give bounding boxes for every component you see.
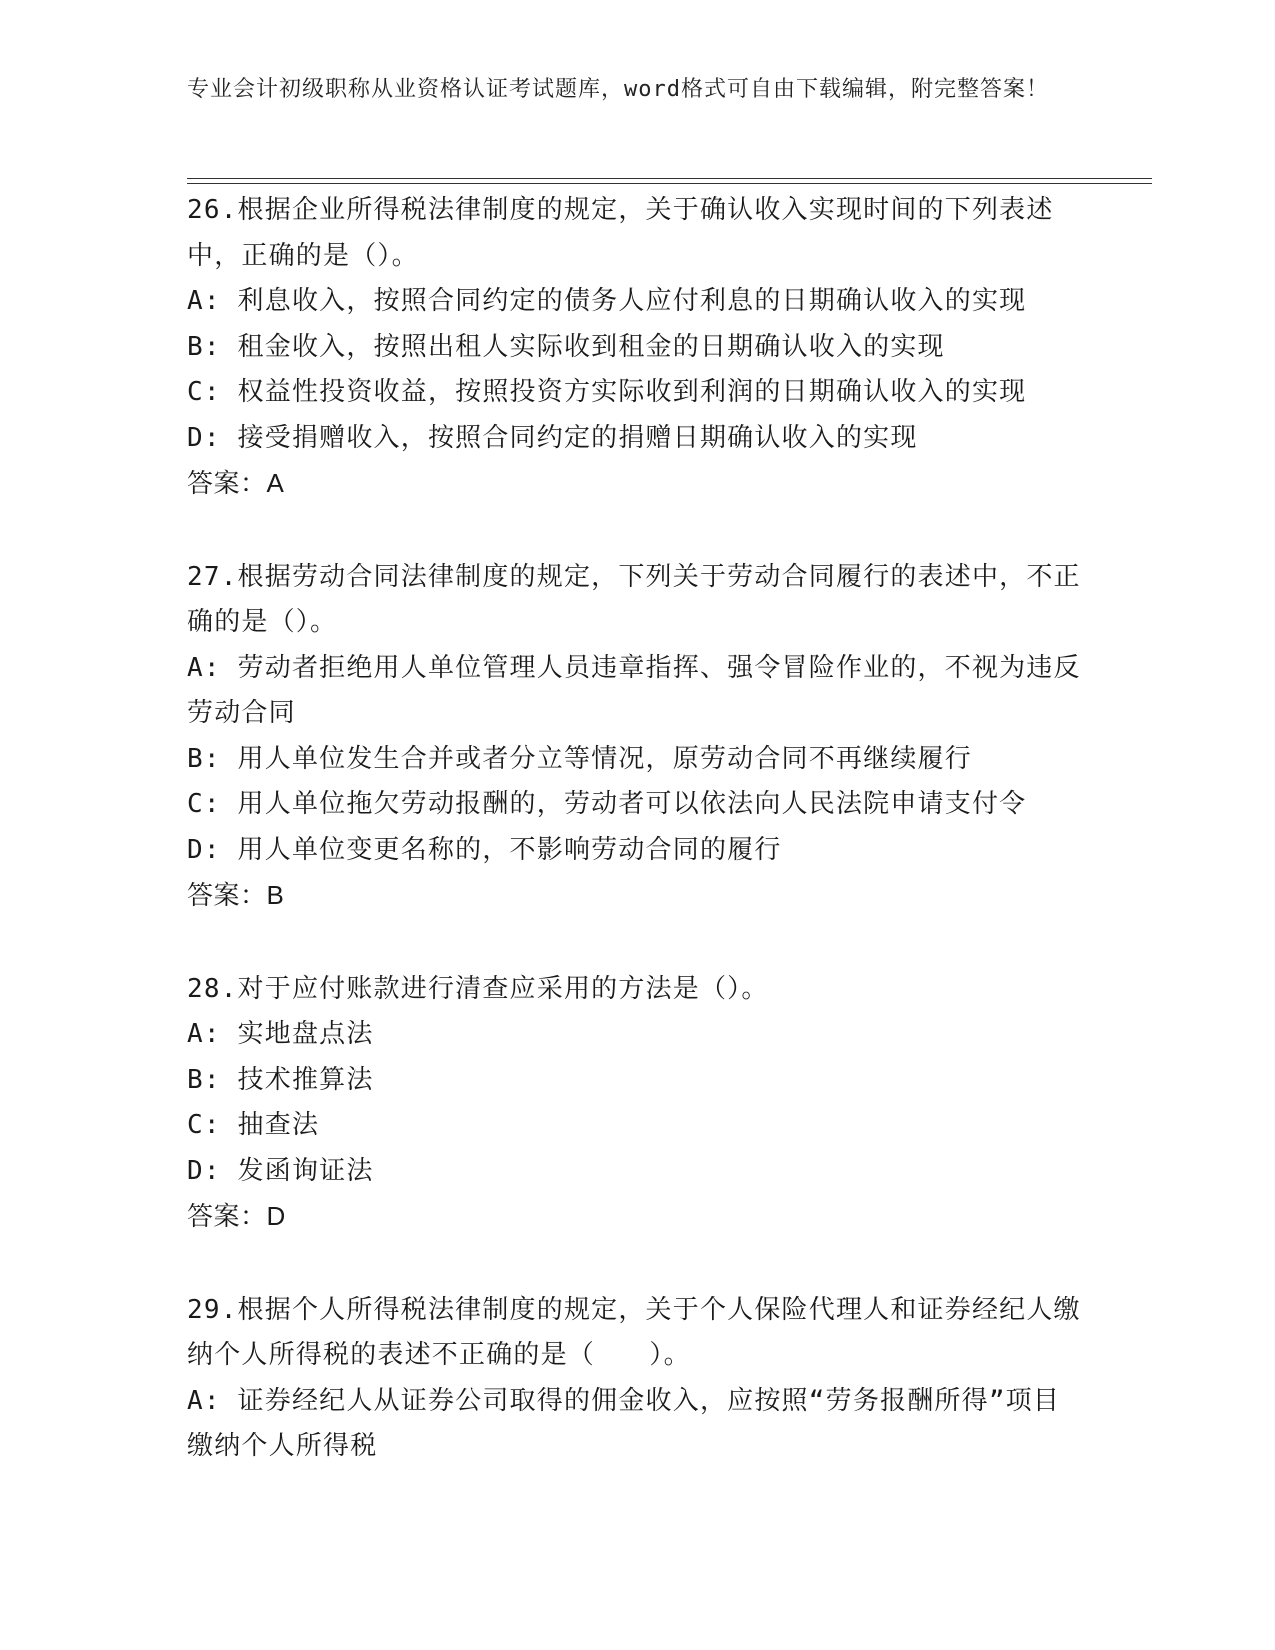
answer-line: 答案：A <box>187 468 285 498</box>
option-d: D: 用人单位变更名称的，不影响劳动合同的履行 <box>187 834 782 865</box>
question-29 <box>187 1288 1087 1470</box>
option-b: B: 租金收入，按照出租人实际收到租金的日期确认收入的实现 <box>187 331 945 362</box>
answer-line: 答案：B <box>187 880 285 910</box>
question-28 <box>187 967 1087 1240</box>
header-divider-bottom <box>187 183 1152 184</box>
option-d: D: 接受捐赠收入，按照合同约定的捐赠日期确认收入的实现 <box>187 422 918 453</box>
option-a: A: 证券经纪人从证券公司取得的佣金收入，应按照“劳务报酬所得”项目缴纳个人所得税 <box>187 1385 1061 1461</box>
header-divider-top <box>187 178 1152 179</box>
option-a: A: 利息收入，按照合同约定的债务人应付利息的日期确认收入的实现 <box>187 286 1027 316</box>
option-c: C: 权益性投资收益，按照投资方实际收到利润的日期确认收入的实现 <box>187 377 1027 407</box>
question-stem: 28.对于应付账款进行清查应采用的方法是（）。 <box>187 973 769 1004</box>
option-d: D: 发函询证法 <box>187 1155 374 1186</box>
answer-line: 答案：D <box>187 1201 286 1231</box>
option-c: C: 抽查法 <box>187 1110 320 1140</box>
question-stem: 27.根据劳动合同法律制度的规定，下列关于劳动合同履行的表述中，不正确的是（）。 <box>187 561 1081 637</box>
question-26 <box>187 188 1087 507</box>
document-header-intro: 专业会计初级职称从业资格认证考试题库，word格式可自由下载编辑，附完整答案！ <box>187 77 1049 102</box>
option-c: C: 用人单位拖欠劳动报酬的，劳动者可以依法向人民法院申请支付令 <box>187 789 1027 819</box>
option-a: A: 实地盘点法 <box>187 1019 374 1049</box>
question-27 <box>187 555 1087 919</box>
question-stem: 26.根据企业所得税法律制度的规定，关于确认收入实现时间的下列表述中，正确的是（）。 <box>187 195 1054 271</box>
option-b: B: 技术推算法 <box>187 1064 374 1095</box>
option-b: B: 用人单位发生合并或者分立等情况，原劳动合同不再继续履行 <box>187 743 972 774</box>
option-a: A: 劳动者拒绝用人单位管理人员违章指挥、强令冒险作业的，不视为违反劳动合同 <box>187 652 1081 728</box>
question-list <box>187 188 1087 1518</box>
question-stem: 29.根据个人所得税法律制度的规定，关于个人保险代理人和证券经纪人缴纳个人所得税的表述不正确的是（ ）。 <box>187 1294 1081 1370</box>
